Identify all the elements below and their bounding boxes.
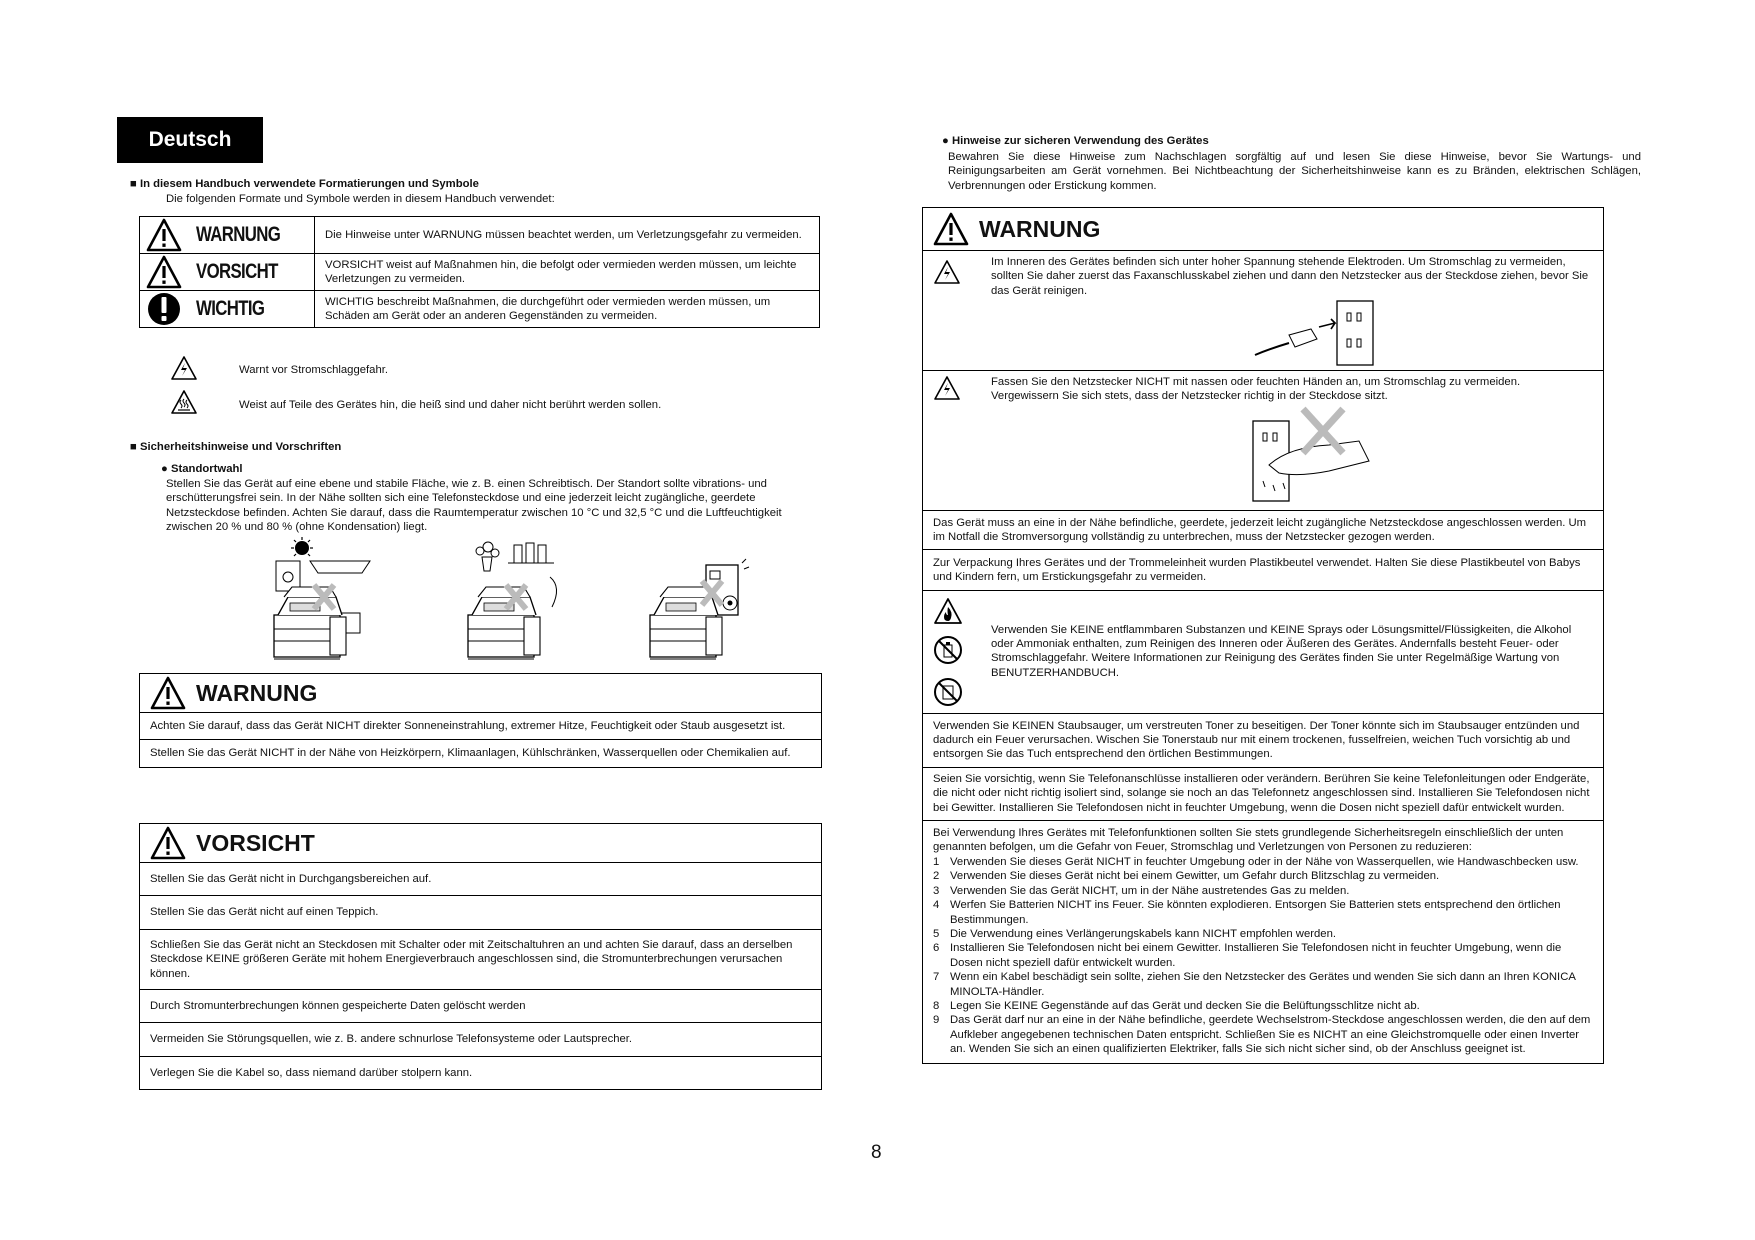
- symbol-word: WICHTIG: [196, 296, 265, 320]
- unplug-illustration: [1253, 299, 1393, 367]
- electric-shock-icon: [933, 375, 961, 401]
- vorsicht-row: Vermeiden Sie Störungsquellen, wie z. B. andere schnurlose Telefonsysteme oder Lautsprecher.: [140, 1022, 821, 1055]
- electric-shock-icon: [933, 259, 961, 285]
- rules-list: [933, 855, 1593, 1057]
- rule-item: 3 Verwenden Sie das Gerät NICHT, um in der Nähe austretendes Gas zu melden.: [933, 884, 1350, 897]
- standort-text: [166, 477, 866, 535]
- rule-item: 5 Die Verwendung eines Verlängerungskabels kann NICHT empfohlen werden.: [933, 927, 1337, 940]
- hot-surface-icon: [170, 389, 198, 415]
- row-phone-installation: Seien Sie vorsichtig, wenn Sie Telefonanschlüsse installieren oder verändern. Berühren Sie keine Telefonleitungen oder Endgeräte, die nicht oder nicht richtig isoliert sind, solange sie noch an das Telefonnetz angeschlossen sind. Installieren Sie Telefondosen nicht bei Gewitter. Installieren Sie Telefondosen nicht in feuchter Umgebung, wenn die Dosen nicht speziell dafür entwickelt wurden.: [923, 767, 1603, 820]
- row-shock-wet-hands: [923, 370, 1603, 510]
- row-shock-unplug: [923, 250, 1603, 370]
- fire-hazard-icon: [933, 597, 963, 625]
- row-phone-rules: [923, 820, 1603, 1063]
- symbol-word: VORSICHT: [196, 259, 278, 283]
- symbol-row-warnung: [140, 217, 820, 254]
- row-text: Im Inneren des Gerätes befinden sich unter hoher Spannung stehende Elektroden. Um Stromschlag zu vermeiden, sollten Sie daher zuerst das Faxanschlusskabel ziehen und dann den Netzstecker aus der Steckdose ziehen, bevor Sie das Gerät reinigen.: [991, 256, 1589, 297]
- standort-title: ● Standortwahl: [161, 463, 243, 475]
- row-flammable: [923, 590, 1603, 713]
- rule-item: 7 Wenn ein Kabel beschädigt sein sollte, ziehen Sie den Netzstecker des Gerätes und wenden Sie sich dann an Ihren KONICA MINOLTA-Händler.: [933, 971, 1576, 998]
- standort-line: Netzsteckdose befinden. Achten Sie darauf, dass die Raumtemperatur zwischen 10 °C und 32,5 °C und die Luftfeuchtigkeit: [166, 506, 782, 519]
- row-text: Verwenden Sie KEINE entflammbaren Substanzen und KEINE Sprays oder Lösungsmittel/Flüssigkeiten, die Alkohol oder Ammoniak enthalten, zum Reinigen des Inneren oder Äußeren des Gerätes. Andernfalls besteht Feuer- oder Stromschlaggefahr. Weitere Informationen zur Reinigung des Gerätes finden Sie unter Regelmäßige Wartung von BENUTZERHANDBUCH.: [991, 623, 1572, 679]
- standort-line: erschütterungsfrei sein. In der Nähe sollten sich eine Telefonsteckdose und eine jederzeit leicht zugängliche, geerdete: [166, 492, 756, 505]
- box-title-text: VORSICHT: [196, 829, 315, 856]
- symbol-row-vorsicht: [140, 254, 820, 291]
- rule-item: 1 Verwenden Sie dieses Gerät NICHT in feuchter Umgebung oder in der Nähe von Wasserquellen, wie Handwaschbecken usw.: [933, 855, 1579, 868]
- vorsicht-box: [139, 823, 822, 1090]
- legend-hot-text: Weist auf Teile des Gerätes hin, die heiß sind und daher nicht berührt werden sollen.: [239, 399, 662, 411]
- warning-triangle-icon: [933, 212, 969, 246]
- rule-item: 6 Installieren Sie Telefondosen nicht bei einem Gewitter. Installieren Sie Telefondosen nicht in feuchter Umgebung, wenn die Dosen nicht speziell dafür entwickelt wurden.: [933, 942, 1562, 969]
- rules-intro: Bei Verwendung Ihres Gerätes mit Telefonfunktionen sollten Sie stets grundlegende Sicherheitsregeln einschließlich der unten genannten befolgen, um die Gefahr von Feuer, Stromschlag und Verletzungen von Personen zu reduzieren:: [933, 827, 1564, 854]
- important-exclamation-icon: [146, 291, 182, 327]
- warnung-row: Stellen Sie das Gerät NICHT in der Nähe von Heizkörpern, Klimaanlagen, Kühlschränken, Wasserquellen oder Chemikalien auf.: [140, 739, 821, 766]
- standort-line: zwischen 20 % und 80 % (ohne Kondensation) liegt.: [166, 521, 428, 534]
- electric-shock-icon: [170, 355, 198, 381]
- placement-radiator-illustration: [646, 537, 758, 661]
- rule-item: 4 Werfen Sie Batterien NICHT ins Feuer. Sie könnten explodieren. Entsorgen Sie Batterien stets entsprechend den örtlichen Bestimmungen.: [933, 899, 1561, 926]
- warnung-box-title: [923, 208, 1603, 250]
- section-title-formats: ■ In diesem Handbuch verwendete Formatierungen und Symbole: [130, 178, 479, 190]
- symbol-word: WARNUNG: [196, 222, 281, 246]
- symbol-description: VORSICHT weist auf Maßnahmen hin, die befolgt oder vermieden werden müssen, um leichte Verletzungen zu vermeiden.: [315, 254, 820, 291]
- safe-use-intro: Bewahren Sie diese Hinweise zum Nachschlagen sorgfältig auf und lesen Sie diese Hinweise, bevor Sie Wartungs- und Reinigungsarbeiten am Gerät vornehmen. Bei Nichtbeachtung der Sicherheitshinweise kann es zu Bränden, elektrischen Schlägen, Verbrennungen oder Erstickung kommen.: [948, 151, 1641, 192]
- rule-item: 9 Das Gerät darf nur an eine in der Nähe befindliche, geerdete Wechselstrom-Steckdose angeschlossen werden, die den auf dem Aufkleber angegebenen technischen Daten entspricht. Schließen Sie es NICHT an eine Gleichstromquelle oder einen Inverter an. Wenden Sie sich an einen qualifizierten Elektriker, falls Sie sich nicht sicher sind, ob der Anschluss geeignet ist.: [933, 1014, 1591, 1056]
- warnung-row: Achten Sie darauf, dass das Gerät NICHT direkter Sonneneinstrahlung, extremer Hitze, Feuchtigkeit oder Staub ausgesetzt ist.: [140, 712, 821, 739]
- warnung-box-title: [140, 674, 821, 712]
- vorsicht-row: Stellen Sie das Gerät nicht auf einen Teppich.: [140, 895, 821, 928]
- safe-use-heading: ● Hinweise zur sicheren Verwendung des Gerätes: [942, 135, 1209, 147]
- vorsicht-box-title: [140, 824, 821, 862]
- vorsicht-row: Schließen Sie das Gerät nicht an Steckdosen mit Schalter oder mit Zeitschaltuhren an und achten Sie darauf, dass an derselben Steckdose KEINE größeren Geräte mit hohem Energieverbrauch angeschlossen sind, die Stromunterbrechungen verursachen können.: [140, 929, 821, 989]
- row-plastic-bags: Zur Verpackung Ihres Gerätes und der Trommeleinheit wurden Plastikbeutel verwendet. Halten Sie diese Plastikbeutel von Babys und Kindern fern, um Erstickungsgefahr zu vermeiden.: [923, 549, 1603, 590]
- row-text: Fassen Sie den Netzstecker NICHT mit nassen oder feuchten Händen an, um Stromschlag zu vermeiden. Vergewissern Sie sich stets, dass der Netzstecker richtig in der Steckdose sitzt.: [991, 376, 1521, 403]
- placement-sun-heat-illustration: [262, 537, 374, 661]
- section-title-safety: ■ Sicherheitshinweise und Vorschriften: [130, 441, 342, 453]
- rule-item: 8 Legen Sie KEINE Gegenstände auf das Gerät und decken Sie die Belüftungsschlitze nicht ab.: [933, 999, 1420, 1012]
- symbol-description: WICHTIG beschreibt Maßnahmen, die durchgeführt oder vermieden werden müssen, um Schäden am Gerät oder an anderen Gegenständen zu vermeiden.: [315, 291, 820, 328]
- standort-line: Stellen Sie das Gerät auf eine ebene und stabile Fläche, wie z. B. einen Schreibtisch. Der Standort sollte vibrations- und: [166, 478, 767, 490]
- row-outlet: Das Gerät muss an eine in der Nähe befindliche, geerdete, jederzeit leicht zugängliche Netzsteckdose angeschlossen werden. Um im Notfall die Stromversorgung vollständig zu unterbrechen, muss der Netzstecker gezogen werden.: [923, 510, 1603, 549]
- warning-triangle-icon: [146, 218, 182, 252]
- vorsicht-row: Durch Stromunterbrechungen können gespeicherte Daten gelöscht werden: [140, 989, 821, 1022]
- no-spray-icon: [933, 635, 963, 665]
- vorsicht-row: Stellen Sie das Gerät nicht in Durchgangsbereichen auf.: [140, 862, 821, 895]
- box-title-text: WARNUNG: [196, 679, 318, 706]
- vorsicht-row: Verlegen Sie die Kabel so, dass niemand darüber stolpern kann.: [140, 1056, 821, 1089]
- row-vacuum: Verwenden Sie KEINEN Staubsauger, um verstreuten Toner zu beseitigen. Der Toner könnte sich im Staubsauger entzünden und dadurch ein Feuer verursachen. Wischen Sie Tonerstaub nur mit einem trockenen, fusselfreien, weichen Tuch vorsichtig ab und entsorgen Sie das Tuch entsprechend den örtlichen Bestimmungen.: [923, 713, 1603, 767]
- symbol-description: Die Hinweise unter WARNUNG müssen beachtet werden, um Verletzungsgefahr zu vermeiden.: [315, 217, 820, 254]
- box-title-text: WARNUNG: [979, 215, 1101, 242]
- warning-triangle-icon: [150, 676, 186, 710]
- symbol-table: [139, 216, 820, 328]
- section-intro-formats: Die folgenden Formate und Symbole werden in diesem Handbuch verwendet:: [166, 193, 555, 205]
- warning-triangle-icon: [146, 255, 182, 289]
- warnung-box: [139, 673, 822, 768]
- rule-item: 2 Verwenden Sie dieses Gerät nicht bei einem Gewitter, um Gefahr durch Blitzschlag zu vermeiden.: [933, 870, 1440, 883]
- symbol-row-wichtig: [140, 291, 820, 328]
- wet-hand-plug-illustration: [1243, 403, 1383, 507]
- no-solvent-icon: [933, 677, 963, 707]
- warnung-box-right: [922, 207, 1604, 1064]
- placement-water-chemicals-illustration: [458, 537, 570, 661]
- legend-shock-text: Warnt vor Stromschlaggefahr.: [239, 364, 389, 376]
- page-number: 8: [871, 1142, 882, 1163]
- language-tab: Deutsch: [117, 117, 263, 163]
- warning-triangle-icon: [150, 826, 186, 860]
